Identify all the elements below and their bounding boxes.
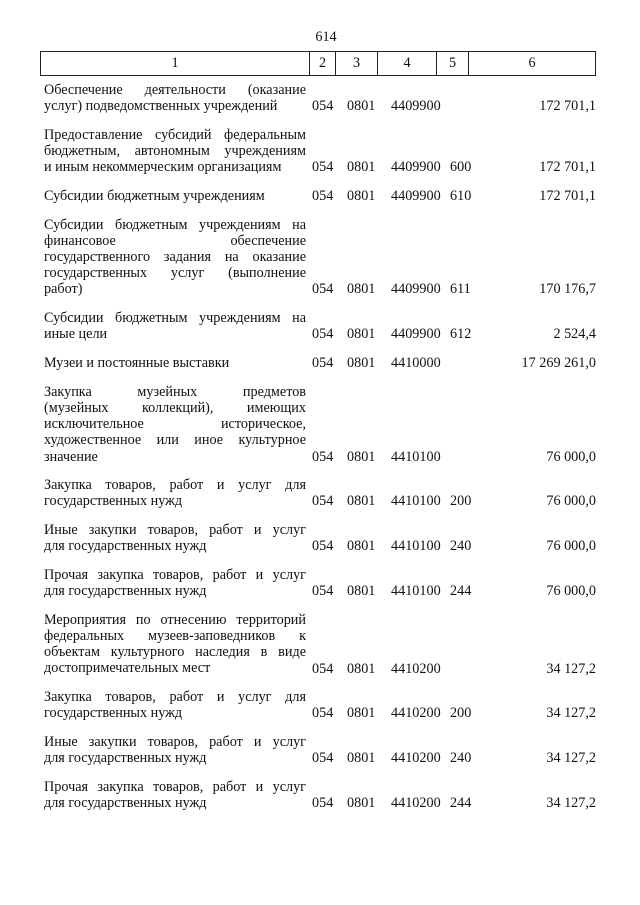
row-name-line: финансовое обеспечение [44,232,306,249]
section-code: 0801 [347,98,376,115]
row-name-line: работ) [44,281,83,298]
target-article-code: 4410100 [391,448,441,465]
row-name-line: художественное или иное культурное [44,432,306,449]
expense-type-code: 200 [450,705,472,722]
row-name [44,779,306,811]
target-article-code: 4410100 [391,493,441,510]
row-name-line: Закупка товаров, работ и услуг для [44,689,306,706]
row-name-line: иные цели [44,326,108,343]
amount: 172 701,1 [539,187,596,204]
section-code: 0801 [347,705,376,722]
amount: 76 000,0 [546,583,596,600]
ministry-code: 054 [312,281,334,298]
row-name-line: Иные закупки товаров, работ и услуг [44,522,306,539]
expense-type-code: 240 [450,538,472,555]
table-row [0,127,640,176]
row-name-line: для государственных нужд [44,795,207,812]
expense-type-code: 612 [450,326,472,343]
expense-type-code: 200 [450,493,472,510]
column-header-1: 1 [171,55,179,72]
expense-type-code: 600 [450,159,472,176]
row-name-line: Обеспечение деятельности (оказание [44,82,306,98]
expense-type-code: 244 [450,583,472,600]
table-row [0,355,640,371]
amount: 172 701,1 [539,98,596,115]
target-article-code: 4409900 [391,281,441,298]
amount: 2 524,4 [553,326,596,343]
ministry-code: 054 [312,326,334,343]
target-article-code: 4410100 [391,583,441,600]
table-row [0,567,640,599]
section-code: 0801 [347,750,376,767]
target-article-code: 4409900 [391,98,441,115]
table-row [0,188,640,204]
row-name-line: государственного задания на оказание [44,249,306,266]
row-name-line: объектам культурного наследия в виде [44,644,306,661]
table-body [0,82,640,824]
row-name-line: Закупка музейных предметов [44,383,306,400]
row-name-line: Музеи и постоянные выставки [44,355,230,372]
table-row [0,689,640,721]
row-name-line: Иные закупки товаров, работ и услуг [44,734,306,751]
section-code: 0801 [347,326,376,343]
row-name-line: государственных услуг (выполнение [44,265,306,282]
target-article-code: 4409900 [391,326,441,343]
row-name-line: Предоставление субсидий федеральным [44,126,306,143]
section-code: 0801 [347,448,376,465]
table-header [40,51,596,76]
column-header-2: 2 [309,52,335,75]
table-row [0,217,640,298]
row-name [44,689,306,721]
column-header-5: 5 [436,52,468,75]
row-name-line: государственных нужд [44,493,183,510]
row-name [44,384,306,465]
amount: 76 000,0 [546,538,596,555]
ministry-code: 054 [312,355,334,372]
amount: 34 127,2 [546,705,596,722]
row-name-line: Прочая закупка товаров, работ и услуг [44,779,306,795]
amount: 170 176,7 [539,281,596,298]
table-row [0,779,640,811]
amount: 34 127,2 [546,795,596,812]
row-name-line: федеральных музеев-заповедников к [44,628,306,645]
table-row [0,612,640,677]
row-name-line: Субсидии бюджетным учреждениям на [44,216,306,233]
row-name [44,310,306,342]
ministry-code: 054 [312,448,334,465]
ministry-code: 054 [312,98,334,115]
row-name [44,477,306,509]
target-article-code: 4410200 [391,660,441,677]
row-name [44,567,306,599]
row-name-line: для государственных нужд [44,750,207,767]
row-name [44,217,306,298]
row-name [44,522,306,554]
section-code: 0801 [347,493,376,510]
row-name [44,188,306,204]
ministry-code: 054 [312,493,334,510]
amount: 76 000,0 [546,448,596,465]
row-name-line: (музейных коллекций), имеющих [44,399,306,416]
table-row [0,82,640,114]
row-name-line: услуг) подведомственных учреждений [44,98,278,115]
row-name-line: достопримечательных мест [44,660,211,677]
column-header-3: 3 [335,52,377,75]
section-code: 0801 [347,660,376,677]
section-code: 0801 [347,355,376,372]
amount: 34 127,2 [546,750,596,767]
column-header-4: 4 [377,52,436,75]
row-name-line: для государственных нужд [44,538,207,555]
row-name-line: Субсидии бюджетным учреждениям на [44,310,306,327]
target-article-code: 4409900 [391,187,441,204]
page-number: 614 [315,29,337,45]
expense-type-code: 611 [450,281,471,298]
target-article-code: 4410000 [391,355,441,372]
section-code: 0801 [347,281,376,298]
section-code: 0801 [347,583,376,600]
ministry-code: 054 [312,159,334,176]
row-name-line: исключительное историческое, [44,416,306,433]
target-article-code: 4409900 [391,159,441,176]
row-name-line: Прочая закупка товаров, работ и услуг [44,567,306,584]
ministry-code: 054 [312,705,334,722]
target-article-code: 4410100 [391,538,441,555]
row-name-line: и иным некоммерческим организациям [44,159,282,176]
target-article-code: 4410200 [391,705,441,722]
section-code: 0801 [347,795,376,812]
ministry-code: 054 [312,187,334,204]
ministry-code: 054 [312,538,334,555]
row-name [44,612,306,677]
target-article-code: 4410200 [391,750,441,767]
ministry-code: 054 [312,583,334,600]
table-row [0,477,640,509]
row-name-line: государственных нужд [44,705,183,722]
amount: 34 127,2 [546,660,596,677]
amount: 17 269 261,0 [521,355,596,372]
ministry-code: 054 [312,660,334,677]
row-name-line: Закупка товаров, работ и услуг для [44,477,306,494]
table-row [0,310,640,342]
target-article-code: 4410200 [391,795,441,812]
expense-type-code: 244 [450,795,472,812]
section-code: 0801 [347,187,376,204]
expense-type-code: 610 [450,187,472,204]
section-code: 0801 [347,159,376,176]
ministry-code: 054 [312,795,334,812]
row-name [44,127,306,176]
row-name-line: значение [44,448,98,465]
section-code: 0801 [347,538,376,555]
column-header-6: 6 [468,52,595,75]
table-row [0,384,640,465]
row-name-line: Мероприятия по отнесению территорий [44,611,306,628]
amount: 172 701,1 [539,159,596,176]
row-name [44,355,306,371]
row-name-line: Субсидии бюджетным учреждениям [44,187,265,204]
expense-type-code: 240 [450,750,472,767]
row-name [44,82,306,114]
row-name [44,734,306,766]
row-name-line: для государственных нужд [44,583,207,600]
amount: 76 000,0 [546,493,596,510]
ministry-code: 054 [312,750,334,767]
table-row [0,734,640,766]
table-row [0,522,640,554]
row-name-line: бюджетным, автономным учреждениям [44,143,306,160]
